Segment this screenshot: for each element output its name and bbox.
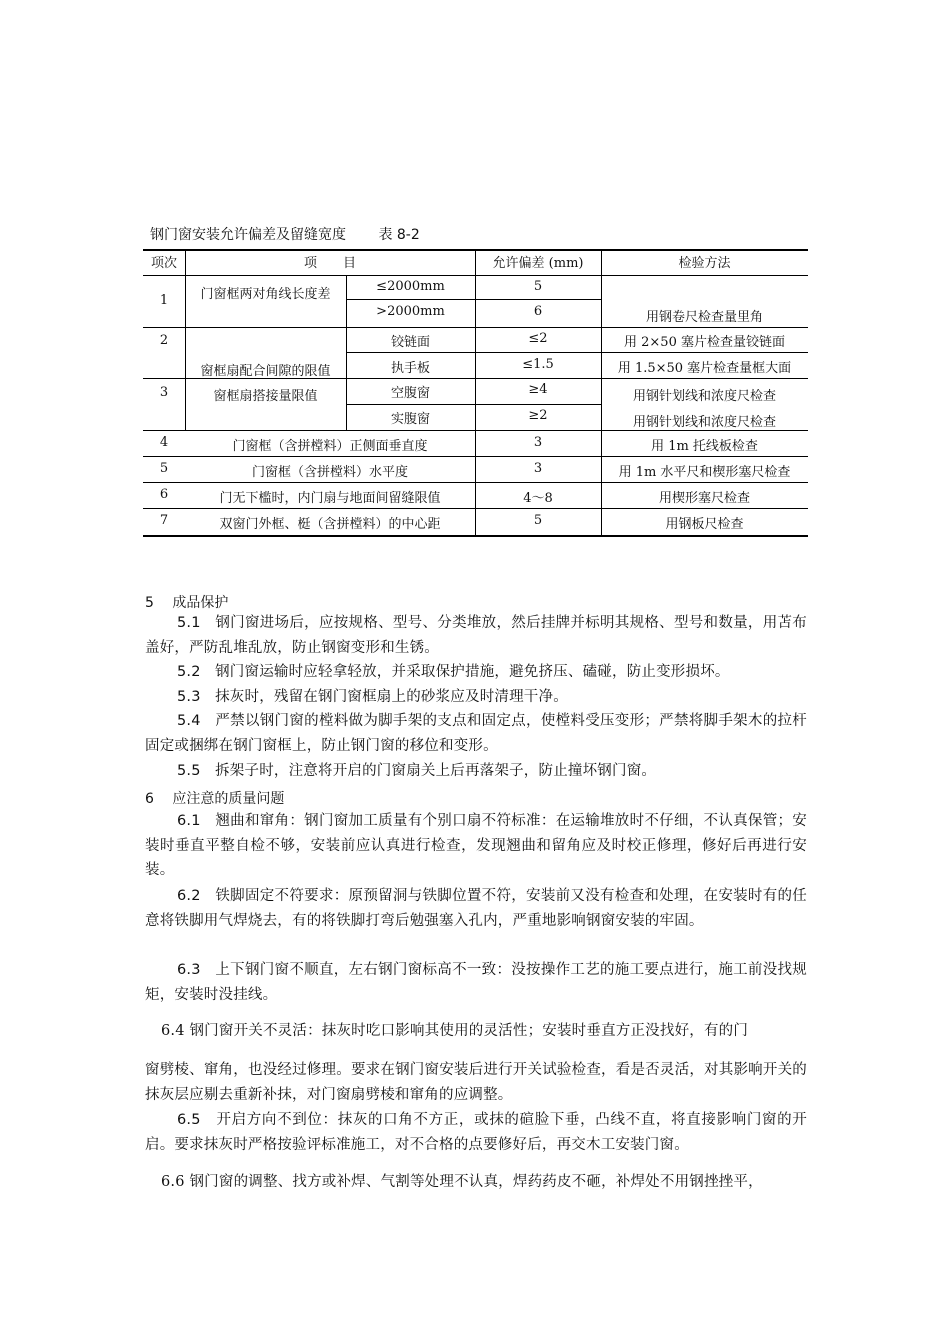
row-2-sub-b: 执手板 bbox=[390, 361, 430, 376]
col-divider bbox=[346, 275, 347, 430]
clause-text: 钢门窗的调整、找方或补焊、气割等处理不认真，焊药药皮不砸，补焊处不用钢挫挫平， bbox=[189, 1174, 763, 1190]
row-6-no: 6 bbox=[159, 487, 169, 502]
row-1-sub-a: ≤2000mm bbox=[376, 279, 445, 294]
row-7-val: 5 bbox=[533, 513, 543, 528]
row-3-method-b: 用钢针划线和浓度尺检查 bbox=[632, 415, 776, 430]
row-7-method: 用钢板尺检查 bbox=[665, 517, 744, 532]
paragraph bbox=[145, 759, 807, 784]
row-1-sub-b: >2000mm bbox=[376, 304, 445, 319]
row-2-no: 2 bbox=[159, 333, 169, 348]
section-title: 应注意的质量问题 bbox=[172, 791, 285, 807]
paragraph bbox=[145, 660, 807, 685]
table-caption-number: 表 8-2 bbox=[378, 227, 420, 243]
row-3-sub-b: 实腹窗 bbox=[390, 412, 430, 427]
paragraph bbox=[145, 1108, 807, 1157]
row-4-method: 用 1m 托线板检查 bbox=[651, 439, 758, 454]
row-3-method-a: 用钢针划线和浓度尺检查 bbox=[632, 389, 776, 404]
clause-text: 开启方向不到位：抹灰的口角不方正，或抹的碹脸下垂，凸线不直，将直接影响门窗的开启。要求抹灰时严格按验评标准施工，对不合格的点要修好后，再交木工安装门窗。 bbox=[145, 1112, 807, 1153]
row-2-method-b: 用 1.5×50 塞片检查量框大面 bbox=[617, 361, 792, 376]
row-5-method: 用 1m 水平尺和楔形塞尺检查 bbox=[618, 465, 791, 480]
paragraph bbox=[145, 685, 807, 710]
row-4-item: 门窗框（含拼樘料）正侧面垂直度 bbox=[232, 439, 428, 454]
clause-text: 钢门窗运输时应轻拿轻放，并采取保护措施，避免挤压、磕碰，防止变形损坏。 bbox=[215, 664, 730, 680]
row-3-no: 3 bbox=[159, 385, 169, 400]
clause-number: 5.1 bbox=[177, 615, 201, 631]
row-4-val: 3 bbox=[533, 435, 543, 450]
clause-number: 6.6 bbox=[161, 1174, 185, 1190]
row-3-item: 窗框扇搭接量限值 bbox=[213, 389, 318, 404]
header-tolerance: 允许偏差 (mm) bbox=[492, 256, 584, 271]
row-1-item: 门窗框两对角线长度差 bbox=[200, 287, 331, 302]
row-3-val-b: ≥2 bbox=[528, 408, 548, 423]
clause-text: 翘曲和窜角：钢门窗加工质量有个别口扇不符标准：在运输堆放时不仔细，不认真保管；安装时垂直平整自检不够，安装前应认真进行检查，发现翘曲和留角应及时校正修理，修好后再进行安装。 bbox=[145, 813, 807, 878]
row-5-val: 3 bbox=[533, 461, 543, 476]
row-2-method-a: 用 2×50 塞片检查量铰链面 bbox=[624, 335, 785, 350]
row-divider bbox=[346, 352, 808, 353]
row-5-no: 5 bbox=[159, 461, 169, 476]
clause-number: 5.3 bbox=[177, 689, 201, 705]
clause-text: 拆架子时，注意将开启的门窗扇关上后再落架子，防止撞坏钢门窗。 bbox=[215, 763, 657, 779]
row-2-val-b: ≤1.5 bbox=[522, 357, 554, 372]
clause-number: 6.2 bbox=[177, 888, 201, 904]
header-item: 项 目 bbox=[303, 256, 356, 271]
clause-number: 5.5 bbox=[177, 763, 201, 779]
row-6-method: 用楔形塞尺检查 bbox=[658, 491, 750, 506]
header-no: 项次 bbox=[150, 256, 177, 271]
clause-text: 窗劈棱、窜角，也没经过修理。要求在钢门窗安装后进行开关试验检查，看是否灵活，对其影响开关的抹灰层应剔去重新补抹，对门窗扇劈棱和窜角的应调整。 bbox=[145, 1062, 807, 1103]
row-1-val-b: 6 bbox=[533, 304, 543, 319]
row-2-item: 窗框扇配合间隙的限值 bbox=[200, 364, 331, 379]
header-method: 检验方法 bbox=[678, 256, 731, 271]
row-4-no: 4 bbox=[159, 435, 169, 450]
row-7-no: 7 bbox=[159, 513, 169, 528]
clause-number: 6.1 bbox=[177, 813, 201, 829]
row-divider bbox=[346, 299, 601, 300]
paragraph bbox=[145, 611, 807, 660]
clause-text: 抹灰时，残留在钢门窗框扇上的砂浆应及时清理干净。 bbox=[215, 689, 568, 705]
paragraph bbox=[145, 1058, 807, 1107]
clause-text: 严禁以钢门窗的樘料做为脚手架的支点和固定点，使樘料受压变形；严禁将脚手架木的拉杆固定或捆绑在钢门窗框上，防止钢门窗的移位和变形。 bbox=[145, 713, 807, 754]
row-divider bbox=[346, 404, 601, 405]
section-heading bbox=[145, 592, 228, 612]
clause-number: 5.2 bbox=[177, 664, 201, 680]
paragraph bbox=[145, 958, 807, 1007]
clause-number: 6.4 bbox=[161, 1023, 185, 1039]
clause-number: 6.5 bbox=[177, 1112, 201, 1128]
row-1-method: 用钢卷尺检查量里角 bbox=[645, 310, 763, 325]
clause-number: 6.3 bbox=[177, 962, 201, 978]
row-6-item: 门无下槛时，内门扇与地面间留缝限值 bbox=[219, 491, 441, 506]
row-1-val-a: 5 bbox=[533, 279, 543, 294]
paragraph bbox=[145, 809, 807, 883]
row-2-sub-a: 铰链面 bbox=[390, 335, 430, 350]
clause-text: 铁脚固定不符要求：原预留洞与铁脚位置不符，安装前又没有检查和处理，在安装时有的任意将铁脚用气焊烧去，有的将铁脚打弯后勉强塞入孔内，严重地影响钢窗安装的牢固。 bbox=[145, 888, 807, 929]
paragraph bbox=[161, 1170, 807, 1195]
paragraph bbox=[161, 1019, 807, 1044]
row-1-no: 1 bbox=[159, 293, 169, 308]
section-number: 5 bbox=[145, 595, 154, 611]
paragraph bbox=[145, 884, 807, 933]
row-7-item: 双窗门外框、梃（含拼樘料）的中心距 bbox=[219, 517, 441, 532]
table-caption-title: 钢门窗安装允许偏差及留缝宽度 bbox=[150, 227, 346, 243]
clause-text: 钢门窗进场后，应按规格、型号、分类堆放，然后挂牌并标明其规格、型号和数量，用苫布盖好，严防乱堆乱放，防止钢窗变形和生锈。 bbox=[145, 615, 807, 656]
section-title: 成品保护 bbox=[172, 595, 229, 611]
paragraph bbox=[145, 709, 807, 758]
row-3-sub-a: 空腹窗 bbox=[390, 386, 430, 401]
table-caption bbox=[150, 224, 420, 244]
row-6-val: 4～8 bbox=[523, 491, 553, 506]
clause-text: 上下钢门窗不顺直，左右钢门窗标高不一致：没按操作工艺的施工要点进行，施工前没找规矩，安装时没挂线。 bbox=[145, 962, 807, 1003]
section-heading bbox=[145, 788, 284, 808]
row-3-val-a: ≥4 bbox=[528, 382, 548, 397]
row-2-val-a: ≤2 bbox=[528, 331, 548, 346]
row-5-item: 门窗框（含拼樘料）水平度 bbox=[251, 465, 408, 480]
clause-text: 钢门窗开关不灵活：抹灰时吃口影响其使用的灵活性；安装时垂直方正没找好，有的门 bbox=[189, 1023, 749, 1039]
section-number: 6 bbox=[145, 791, 154, 807]
clause-number: 5.4 bbox=[177, 713, 201, 729]
